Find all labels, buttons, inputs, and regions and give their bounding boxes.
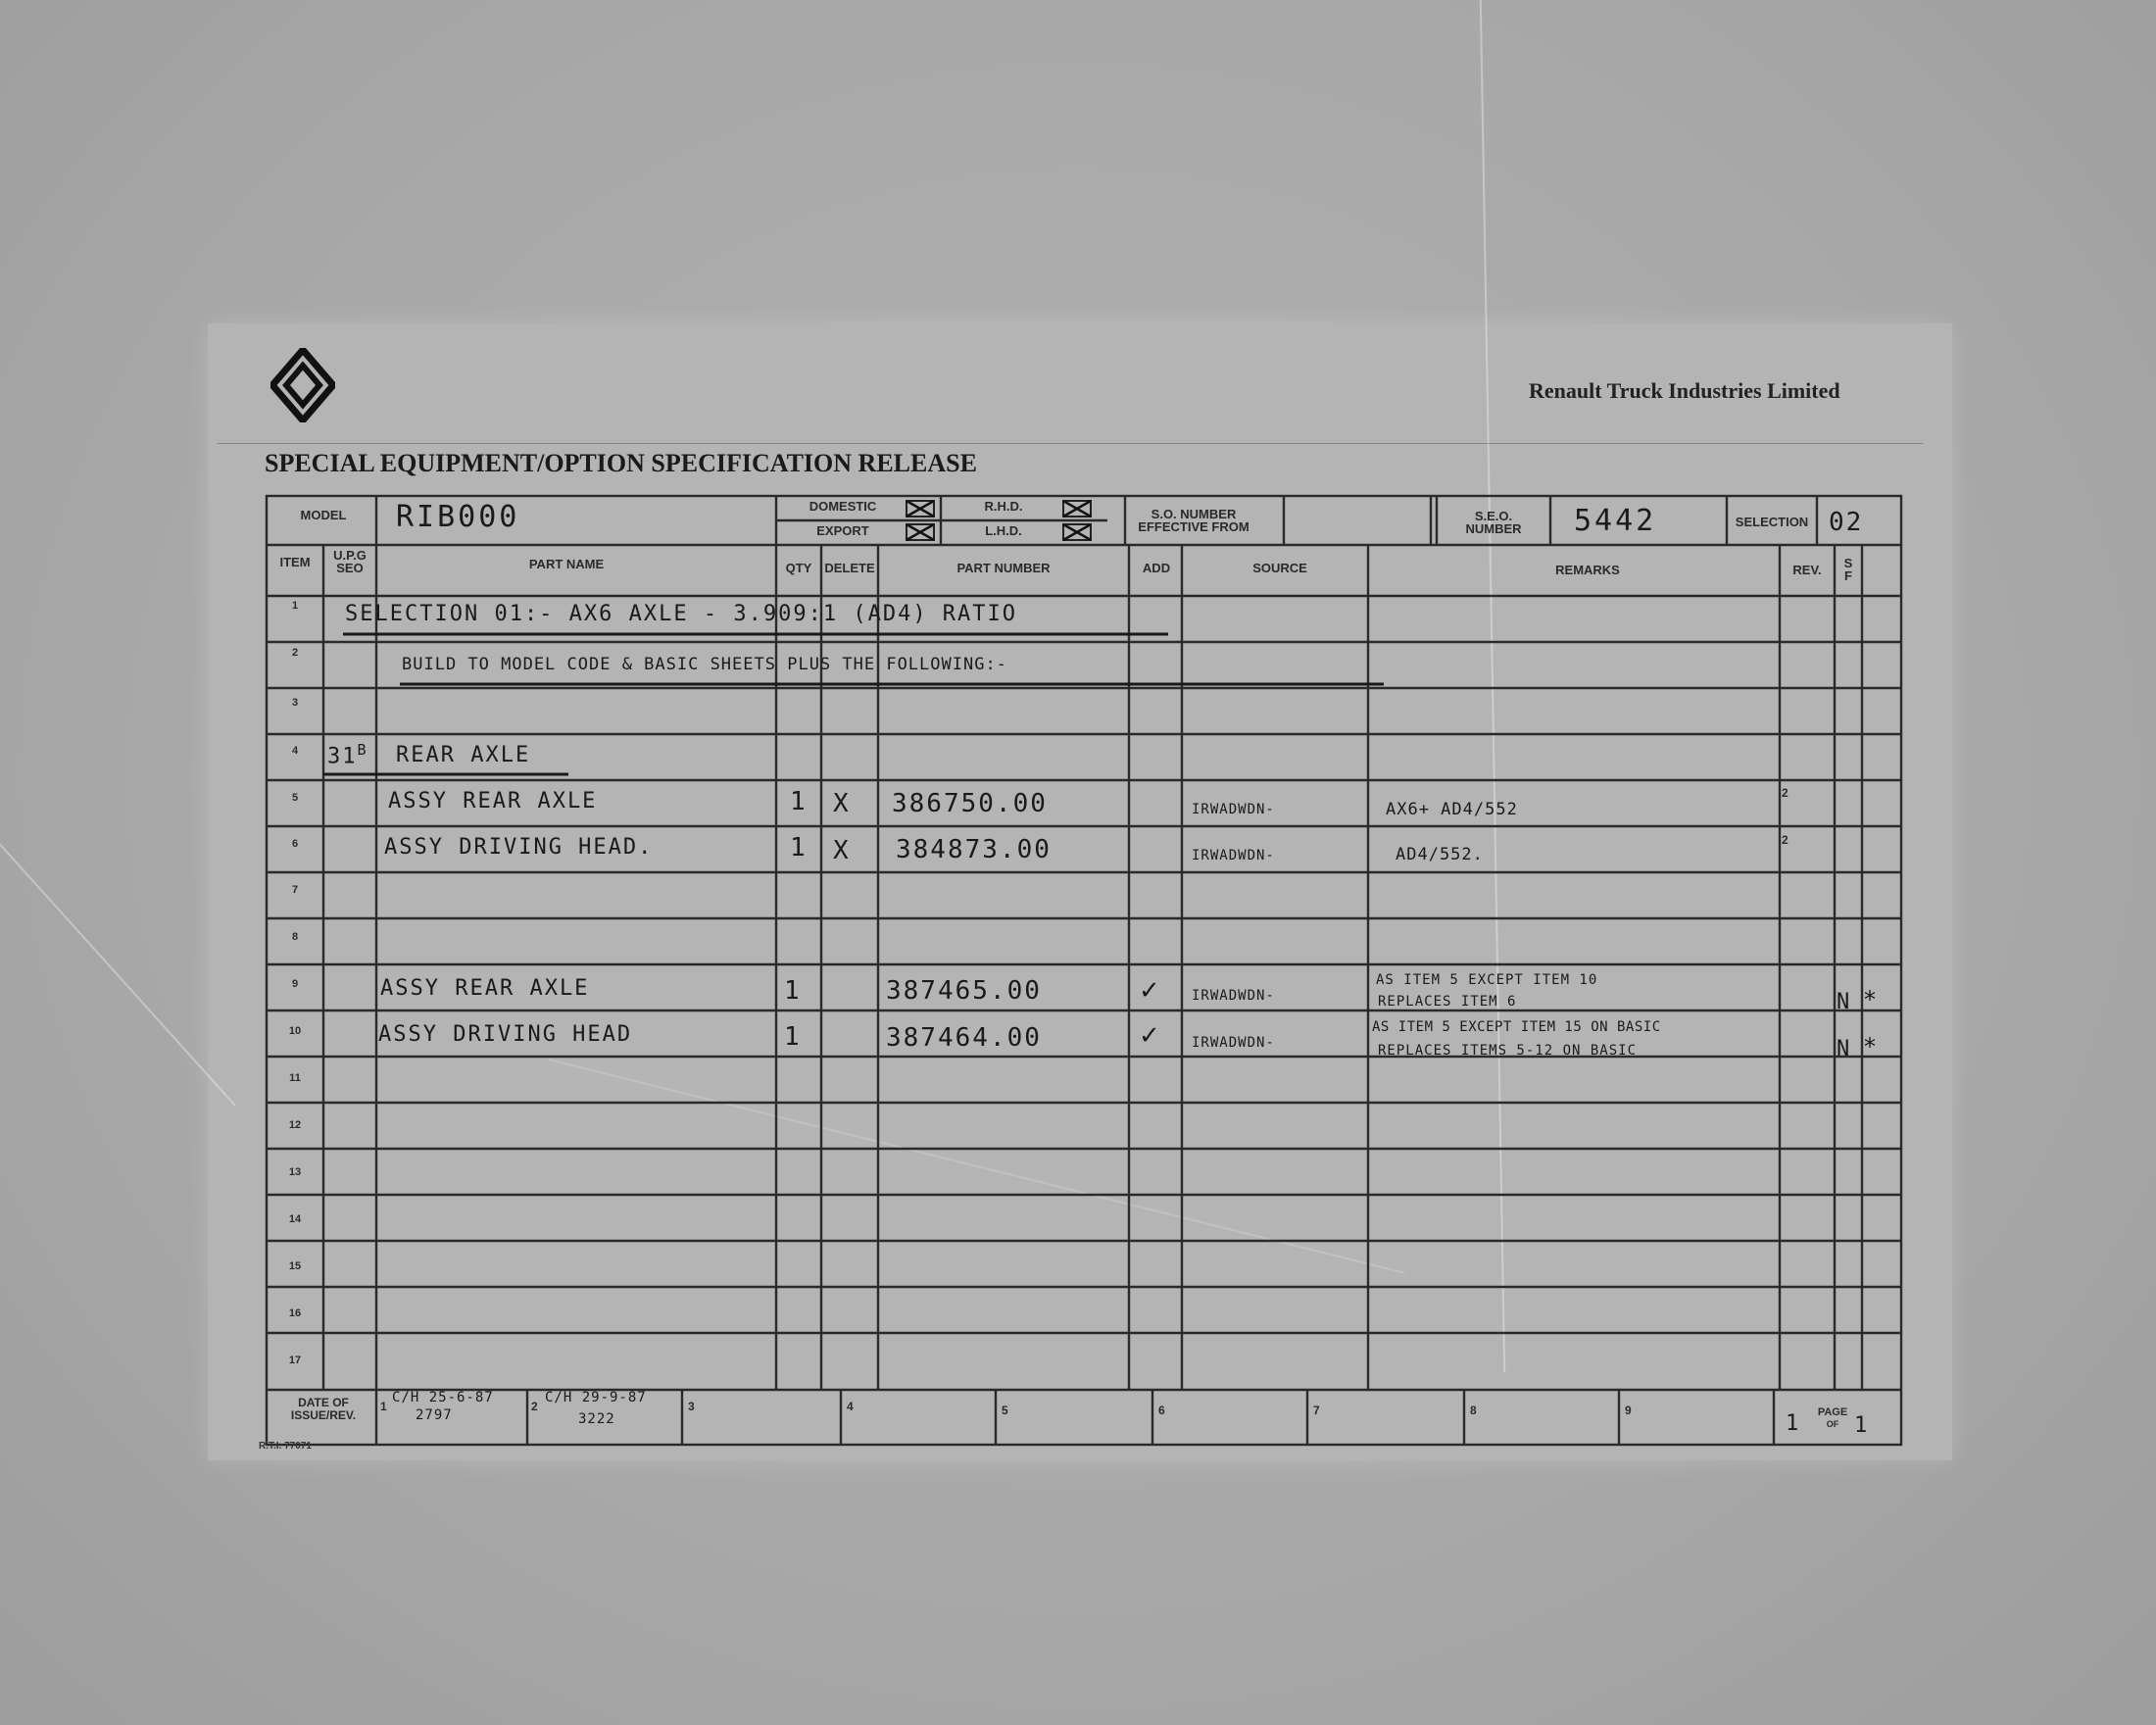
issue-2-ref: 3222	[578, 1411, 615, 1427]
asterisk-icon: *	[1864, 986, 1876, 1013]
issue-slot-9: 9	[1625, 1404, 1632, 1417]
rev-value: 2	[1782, 833, 1788, 847]
source-code: IRWADWDN-	[1192, 848, 1275, 863]
part-number: 384873.00	[896, 835, 1052, 864]
remarks-line-1: AS ITEM 5 EXCEPT ITEM 15 ON BASIC	[1372, 1019, 1661, 1035]
col-upg: U.P.G	[333, 548, 367, 563]
selection-value: 02	[1829, 508, 1864, 537]
form-code: R.T.I. 77071	[259, 1441, 312, 1452]
issue-slot-8: 8	[1470, 1404, 1477, 1417]
domestic-checkbox-icon	[906, 500, 935, 518]
part-number: 386750.00	[892, 789, 1048, 818]
issue-2-number: 2	[531, 1400, 538, 1413]
row-number: 10	[288, 1025, 302, 1037]
scan-scratch	[0, 843, 236, 1107]
col-remarks: REMARKS	[1555, 563, 1620, 577]
form-sheet	[208, 323, 1952, 1460]
row-number: 17	[288, 1355, 302, 1366]
row-number: 2	[291, 647, 299, 659]
export-label: EXPORT	[816, 523, 869, 538]
col-sf-f: F	[1844, 568, 1852, 583]
date-issue-label-1: DATE OF	[298, 1396, 349, 1409]
issue-slot-7: 7	[1313, 1404, 1320, 1417]
so-number-label: S.O. NUMBER	[1151, 507, 1237, 521]
issue-slot-6: 6	[1158, 1404, 1165, 1417]
issue-slot-3: 3	[688, 1400, 695, 1413]
selection-label: SELECTION	[1735, 515, 1809, 529]
remarks-line-2: REPLACES ITEMS 5-12 ON BASIC	[1378, 1043, 1638, 1059]
row-number: 3	[291, 697, 299, 709]
effective-from-label: EFFECTIVE FROM	[1138, 519, 1250, 534]
part-name: ASSY DRIVING HEAD	[378, 1022, 633, 1047]
row-number: 7	[291, 884, 299, 896]
sf-value: N	[1837, 990, 1850, 1014]
col-delete: DELETE	[824, 561, 875, 575]
date-issue-label-2: ISSUE/REV.	[290, 1408, 357, 1422]
col-add: ADD	[1142, 561, 1171, 575]
row-number: 4	[291, 745, 299, 757]
export-checkbox-icon	[906, 523, 935, 541]
lhd-checkbox-icon	[1062, 523, 1092, 541]
delete-mark: X	[833, 836, 851, 865]
renault-diamond-logo-icon	[270, 348, 335, 422]
issue-1-date: C/H 25-6-87	[392, 1390, 494, 1405]
row-number: 14	[288, 1213, 302, 1225]
part-number: 387464.00	[886, 1023, 1042, 1053]
col-sf-s: S	[1843, 556, 1853, 570]
part-name: ASSY REAR AXLE	[388, 789, 598, 813]
issue-slot-5: 5	[1002, 1404, 1008, 1417]
col-seo: SEO	[336, 561, 364, 575]
qty-value: 1	[784, 976, 802, 1006]
seo-number-value: 5442	[1574, 504, 1657, 538]
rev-value: 2	[1782, 786, 1788, 800]
row-number: 15	[288, 1260, 302, 1272]
sf-value: N	[1837, 1037, 1850, 1061]
col-part-name: PART NAME	[528, 557, 605, 571]
row-number: 8	[291, 931, 299, 943]
issue-1-ref: 2797	[416, 1407, 453, 1423]
selection-heading: SELECTION 01:- AX6 AXLE - 3.909:1 (AD4) RATIO	[345, 602, 1018, 626]
issue-2-date: C/H 29-9-87	[545, 1390, 647, 1405]
source-code: IRWADWDN-	[1192, 802, 1275, 817]
remarks-line-1: AS ITEM 5 EXCEPT ITEM 10	[1376, 972, 1598, 988]
build-instruction: BUILD TO MODEL CODE & BASIC SHEETS PLUS THE FOLLOWING:-	[402, 655, 1007, 674]
model-value: RIB000	[396, 500, 520, 534]
page-of-label: OF	[1826, 1419, 1839, 1429]
add-checkmark-icon: ✓	[1139, 1021, 1160, 1051]
col-rev: REV.	[1792, 563, 1822, 577]
page-total: 1	[1854, 1413, 1868, 1438]
remarks: AX6+ AD4/552	[1386, 800, 1518, 819]
row-number: 16	[288, 1307, 302, 1319]
part-name: ASSY REAR AXLE	[380, 976, 590, 1001]
lhd-label: L.H.D.	[985, 523, 1022, 538]
form-title: SPECIAL EQUIPMENT/OPTION SPECIFICATION RELEASE	[265, 449, 977, 477]
group-heading: REAR AXLE	[396, 743, 531, 767]
part-number: 387465.00	[886, 976, 1042, 1006]
row-number: 1	[291, 600, 299, 612]
qty-value: 1	[784, 1022, 802, 1052]
issue-slot-4: 4	[847, 1400, 854, 1413]
col-part-number: PART NUMBER	[956, 561, 1051, 575]
col-item: ITEM	[279, 555, 311, 569]
seo-number-label: NUMBER	[1465, 521, 1522, 536]
rhd-label: R.H.D.	[984, 499, 1023, 514]
row-number: 12	[288, 1119, 302, 1131]
col-qty: QTY	[785, 561, 812, 575]
top-rule	[218, 443, 1923, 444]
qty-value: 1	[790, 787, 808, 816]
page-label: PAGE	[1817, 1406, 1848, 1418]
issue-1-number: 1	[380, 1400, 387, 1413]
model-label: MODEL	[300, 508, 347, 522]
source-code: IRWADWDN-	[1192, 988, 1275, 1004]
asterisk-icon: *	[1864, 1033, 1876, 1060]
add-checkmark-icon: ✓	[1139, 976, 1160, 1006]
source-code: IRWADWDN-	[1192, 1035, 1275, 1051]
row-number: 9	[291, 978, 299, 990]
delete-mark: X	[833, 789, 851, 818]
domestic-label: DOMESTIC	[808, 499, 877, 514]
seo-label: S.E.O.	[1474, 509, 1513, 523]
row-number: 6	[291, 838, 299, 850]
row-number: 11	[289, 1072, 301, 1084]
col-source: SOURCE	[1252, 561, 1307, 575]
remarks: AD4/552.	[1396, 845, 1484, 864]
part-name: ASSY DRIVING HEAD.	[384, 835, 654, 860]
row-number: 5	[291, 792, 299, 804]
upg-code: $31^B$	[327, 741, 368, 769]
rhd-checkbox-icon	[1062, 500, 1092, 518]
qty-value: 1	[790, 833, 808, 862]
remarks-line-2: REPLACES ITEM 6	[1378, 994, 1517, 1010]
page-number: 1	[1786, 1411, 1799, 1436]
row-number: 13	[288, 1166, 302, 1178]
company-name: Renault Truck Industries Limited	[1529, 378, 1840, 403]
